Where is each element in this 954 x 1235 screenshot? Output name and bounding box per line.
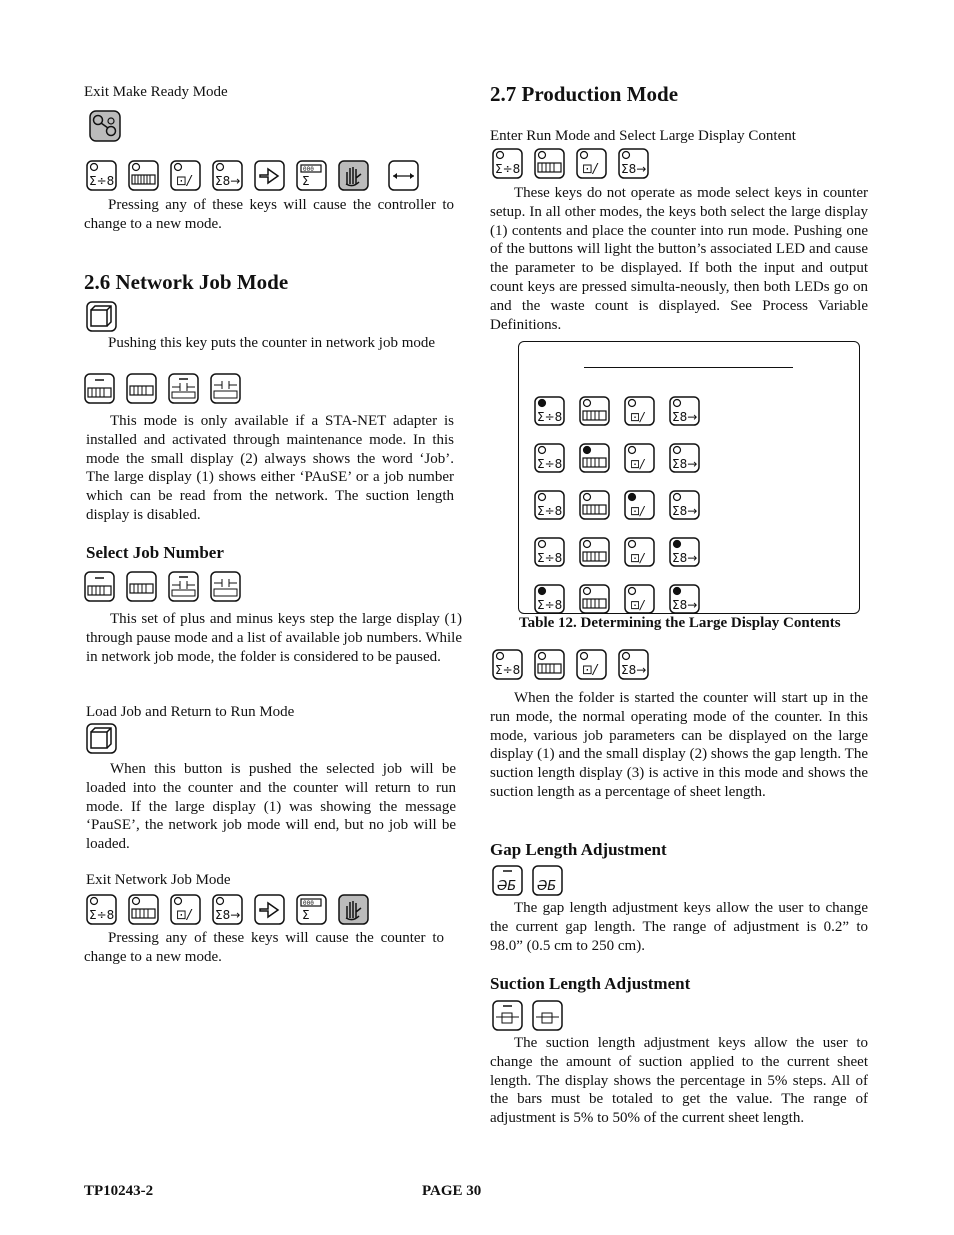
- rate-key[interactable]: [170, 160, 200, 190]
- led-indicator: [629, 447, 636, 454]
- output-count-key-icon: [669, 443, 701, 473]
- led-indicator: [539, 588, 546, 595]
- led-indicator: [629, 588, 636, 595]
- led-indicator: [674, 400, 681, 407]
- input-count-icon: [492, 649, 524, 681]
- setup-key[interactable]: [338, 894, 368, 924]
- output-count-icon: [212, 894, 244, 926]
- gap-plus-icon: [532, 865, 564, 897]
- gap-keys: [492, 865, 562, 895]
- batch-counter-icon: [296, 160, 328, 192]
- select-gap-minus-key[interactable]: [168, 571, 198, 601]
- svg-text:⊡/: ⊡/: [582, 663, 598, 678]
- output-count-key-icon: [669, 584, 701, 614]
- input-count-icon: [86, 160, 118, 192]
- sheet-stack-icon: [128, 894, 160, 926]
- svg-text:⊡/: ⊡/: [630, 504, 645, 518]
- led-indicator: [584, 494, 591, 501]
- input-count-key[interactable]: [86, 894, 116, 924]
- sheet-count-key[interactable]: [128, 894, 158, 924]
- input-count-key-icon: [534, 443, 566, 473]
- output-count-key[interactable]: [618, 148, 648, 178]
- setup-key[interactable]: [338, 160, 368, 190]
- svg-text:Σ8→: Σ8→: [672, 504, 698, 518]
- input-count-key-icon: [534, 490, 566, 520]
- led-indicator: [584, 588, 591, 595]
- suction-minus-icon: [492, 1000, 524, 1032]
- load-job-label: Load Job and Return to Run Mode: [86, 704, 295, 720]
- svg-text:Σ÷8: Σ÷8: [537, 598, 563, 612]
- rate-key: [624, 490, 656, 525]
- input-count-key: [534, 584, 566, 619]
- suction-minus-key[interactable]: [492, 1000, 522, 1030]
- led-indicator: [584, 541, 591, 548]
- svg-text:⊡/: ⊡/: [176, 174, 192, 189]
- gap-minus-icon: [168, 571, 200, 603]
- minus-stack-icon: [84, 373, 116, 405]
- gap-plus-key[interactable]: [532, 865, 562, 895]
- section-2-6-title: 2.6 Network Job Mode: [84, 270, 289, 294]
- exit-make-ready-label: Exit Make Ready Mode: [84, 84, 228, 100]
- network-mode-text: This mode is only available if a STA-NET adapter is installed and activated through maintenance mode. In this mode the small display (2) always shows the word ‘Job’. The large display (1) shows either ‘PAuSE’ or a job number which can be read from the network. The suction length display is disabled.: [86, 413, 454, 523]
- select-job-title: Select Job Number: [86, 543, 224, 562]
- enter-run-label: Enter Run Mode and Select Large Display Content: [490, 128, 796, 144]
- suction-keys: [492, 1000, 562, 1030]
- led-indicator: [629, 494, 636, 501]
- rate-key: [624, 443, 656, 478]
- svg-text:Σ÷8: Σ÷8: [537, 410, 563, 424]
- table-header-rule: [584, 367, 793, 368]
- led-indicator: [584, 447, 591, 454]
- svg-text:Σ8→: Σ8→: [215, 174, 241, 188]
- input-count-icon: [86, 894, 118, 926]
- output-count-key[interactable]: [212, 894, 242, 924]
- input-count-icon: [492, 148, 524, 180]
- batch-key[interactable]: [296, 894, 326, 924]
- svg-text:Σ÷8: Σ÷8: [495, 162, 521, 176]
- length-key[interactable]: [388, 160, 418, 190]
- svg-text:Σ÷8: Σ÷8: [537, 457, 563, 471]
- gap-plus-icon: [210, 373, 242, 405]
- svg-text:Σ÷8: Σ÷8: [537, 551, 563, 565]
- suction-length-title: Suction Length Adjustment: [490, 974, 691, 993]
- output-count-key-icon: [669, 537, 701, 567]
- input-count-key[interactable]: [492, 649, 522, 679]
- network-job-key[interactable]: [86, 301, 118, 338]
- network-job-icon: [86, 301, 118, 333]
- svg-text:000: 000: [303, 166, 314, 173]
- sheet-count-key[interactable]: [128, 160, 158, 190]
- rate-key-icon: [624, 537, 656, 567]
- rate-key: [624, 537, 656, 572]
- exit-make-ready-keys: [86, 160, 418, 190]
- output-count-key: [669, 490, 701, 525]
- rate-key-icon: [624, 490, 656, 520]
- make-ready-key[interactable]: [89, 110, 121, 147]
- select-job-text: This set of plus and minus keys step the large display (1) through pause mode and a list of available job numbers. While in network job mode, the folder is considered to be paused.: [86, 611, 462, 665]
- svg-text:⊡/: ⊡/: [630, 551, 645, 565]
- rate-icon: [170, 894, 202, 926]
- svg-text:Σ8→: Σ8→: [672, 598, 698, 612]
- run-mode-keys: [492, 148, 648, 178]
- svg-text:⊡/: ⊡/: [582, 162, 598, 177]
- enter-arrow-icon: [254, 160, 286, 192]
- exit-make-ready-text: Pressing any of these keys will cause the controller to change to a new mode.: [84, 197, 454, 232]
- network-job-icon: [86, 723, 118, 755]
- svg-text:ƏƂ: ƏƂ: [497, 879, 517, 894]
- output-count-key: [669, 443, 701, 478]
- input-count-key-icon: [534, 396, 566, 426]
- sheet-stack-icon: [126, 373, 158, 405]
- sheet-count-key-icon: [579, 490, 611, 520]
- led-indicator: [584, 400, 591, 407]
- input-count-key: [534, 537, 566, 572]
- sheet-count-key: [579, 490, 611, 525]
- svg-text:Σ8→: Σ8→: [672, 551, 698, 565]
- output-count-icon: [618, 649, 650, 681]
- output-count-key[interactable]: [212, 160, 242, 190]
- double-arrow-icon: [388, 160, 420, 192]
- enter-key[interactable]: [254, 160, 284, 190]
- input-count-key[interactable]: [492, 148, 522, 178]
- rate-key: [624, 584, 656, 619]
- led-indicator: [629, 541, 636, 548]
- gap-length-title: Gap Length Adjustment: [490, 840, 667, 859]
- rate-key[interactable]: [170, 894, 200, 924]
- suction-plus-key[interactable]: [532, 1000, 562, 1030]
- svg-text:⊡/: ⊡/: [630, 598, 645, 612]
- sheet-count-key: [579, 396, 611, 431]
- gap-minus-icon: [492, 865, 524, 897]
- svg-text:Σ8→: Σ8→: [215, 908, 241, 922]
- led-indicator: [539, 494, 546, 501]
- svg-text:Σ8→: Σ8→: [621, 663, 647, 677]
- exit-network-label: Exit Network Job Mode: [86, 872, 231, 888]
- enter-key[interactable]: [254, 894, 284, 924]
- sheet-count-key: [579, 443, 611, 478]
- load-job-key[interactable]: [86, 723, 118, 760]
- rate-key: [624, 396, 656, 431]
- page-number: PAGE 30: [422, 1183, 482, 1199]
- sheet-stack-icon: [126, 571, 158, 603]
- hand-icon: [338, 160, 370, 192]
- batch-key[interactable]: [296, 160, 326, 190]
- run-mode-keys-2: [492, 649, 648, 679]
- sheet-count-key[interactable]: [534, 649, 564, 679]
- job-stack-key[interactable]: [126, 373, 156, 403]
- svg-text:Σ÷8: Σ÷8: [495, 663, 521, 677]
- output-count-key[interactable]: [618, 649, 648, 679]
- rate-icon: [576, 649, 608, 681]
- sheet-count-key: [579, 584, 611, 619]
- svg-text:Σ: Σ: [302, 174, 310, 188]
- led-indicator: [674, 541, 681, 548]
- led-indicator: [674, 447, 681, 454]
- table-row: [534, 443, 701, 478]
- input-count-key-icon: [534, 584, 566, 614]
- hand-icon: [338, 894, 370, 926]
- network-key-text: Pushing this key puts the counter in network job mode: [108, 335, 436, 351]
- table-row: [534, 396, 701, 431]
- led-indicator: [539, 447, 546, 454]
- rate-key[interactable]: [576, 148, 606, 178]
- rate-key-icon: [624, 584, 656, 614]
- svg-text:Σ÷8: Σ÷8: [89, 908, 115, 922]
- load-job-text: When this button is pushed the selected job will be loaded into the counter and the counter will return to run mode. If the large display (1) was showing the message ‘PauSE’, the network job mode will end, but no job will be loaded.: [86, 761, 456, 853]
- select-job-keys: [84, 571, 240, 601]
- sheet-count-key-icon: [579, 584, 611, 614]
- svg-text:Σ÷8: Σ÷8: [89, 174, 115, 188]
- svg-text:ƏƂ: ƏƂ: [537, 879, 557, 894]
- svg-text:⊡/: ⊡/: [176, 908, 192, 923]
- rate-key[interactable]: [576, 649, 606, 679]
- sheet-count-key-icon: [579, 396, 611, 426]
- sheet-stack-icon: [534, 649, 566, 681]
- rate-key-icon: [624, 396, 656, 426]
- led-indicator: [539, 400, 546, 407]
- svg-text:Σ÷8: Σ÷8: [537, 504, 563, 518]
- output-count-key-icon: [669, 396, 701, 426]
- svg-text:Σ8→: Σ8→: [621, 162, 647, 176]
- table-row: [534, 537, 701, 572]
- led-indicator: [539, 541, 546, 548]
- doc-id: TP10243-2: [84, 1183, 154, 1199]
- job-gap-plus-key[interactable]: [210, 373, 240, 403]
- select-gap-plus-key[interactable]: [210, 571, 240, 601]
- input-count-key: [534, 490, 566, 525]
- gap-length-text: The gap length adjustment keys allow the user to change the current gap length. The range of adjustment is 0.2” to 98.0” (0.5 cm to 250 cm).: [490, 900, 868, 954]
- batch-counter-icon: [296, 894, 328, 926]
- output-count-icon: [212, 160, 244, 192]
- minus-stack-icon: [84, 571, 116, 603]
- led-indicator: [629, 400, 636, 407]
- run-keys-text: These keys do not operate as mode select keys in counter setup. In all other modes, the keys both select the large display (1) contents and place the counter into run mode. Pushing one of the buttons will light the button’s associated LED and cause the parameter to be displayed. If both the input and output count keys are pressed simulta-neously, then both LEDs go on and the waste count is displayed. See Process Variable Definitions.: [490, 185, 868, 333]
- rate-key-icon: [624, 443, 656, 473]
- network-job-keys: [84, 373, 240, 403]
- sheet-stack-icon: [128, 160, 160, 192]
- led-indicator: [674, 494, 681, 501]
- table-rows: [534, 396, 701, 631]
- svg-text:⊡/: ⊡/: [630, 457, 645, 471]
- gap-minus-key[interactable]: [492, 865, 522, 895]
- sheet-count-key-icon: [579, 537, 611, 567]
- gap-plus-icon: [210, 571, 242, 603]
- suction-length-text: The suction length adjustment keys allow the user to change the amount of suction applied to the current sheet length. The display shows the percentage in 5% steps. All of the bars must be totaled to get the value. The range of adjustment is 5% to 50% of the current sheet length.: [490, 1035, 868, 1127]
- table-caption: Table 12. Determining the Large Display Contents: [519, 615, 841, 631]
- output-count-key: [669, 537, 701, 572]
- input-count-key-icon: [534, 537, 566, 567]
- sheet-count-key: [579, 537, 611, 572]
- select-minus-key[interactable]: [84, 571, 114, 601]
- input-count-key: [534, 443, 566, 478]
- svg-text:Σ8→: Σ8→: [672, 457, 698, 471]
- output-count-key: [669, 396, 701, 431]
- output-count-icon: [618, 148, 650, 180]
- svg-text:000: 000: [303, 900, 314, 907]
- suction-plus-icon: [532, 1000, 564, 1032]
- table-row: [534, 584, 701, 619]
- input-count-key: [534, 396, 566, 431]
- output-count-key: [669, 584, 701, 619]
- output-count-key-icon: [669, 490, 701, 520]
- input-count-key[interactable]: [86, 160, 116, 190]
- exit-network-keys: [86, 894, 368, 924]
- sheet-stack-icon: [534, 148, 566, 180]
- gap-minus-icon: [168, 373, 200, 405]
- rate-icon: [170, 160, 202, 192]
- led-indicator: [674, 588, 681, 595]
- svg-text:Σ8→: Σ8→: [672, 410, 698, 424]
- run-mode-text: When the folder is started the counter will start up in the run mode, the normal operating mode of the counter. In this mode, various job parameters can be displayed on the large display (1) and the small display (2) shows the gap length. The suction length display (3) is active in this mode and shows the suction length as a percentage of sheet length.: [490, 690, 868, 800]
- select-stack-key[interactable]: [126, 571, 156, 601]
- table-row: [534, 490, 701, 525]
- section-2-7-title: 2.7 Production Mode: [490, 82, 679, 106]
- job-gap-minus-key[interactable]: [168, 373, 198, 403]
- sheet-count-key[interactable]: [534, 148, 564, 178]
- job-minus-key[interactable]: [84, 373, 114, 403]
- sheet-count-key-icon: [579, 443, 611, 473]
- enter-arrow-icon: [254, 894, 286, 926]
- svg-text:Σ: Σ: [302, 908, 310, 922]
- exit-network-text: Pressing any of these keys will cause the counter to change to a new mode.: [84, 930, 444, 965]
- svg-text:⊡/: ⊡/: [630, 410, 645, 424]
- rate-icon: [576, 148, 608, 180]
- make-ready-key-icon: [89, 110, 121, 142]
